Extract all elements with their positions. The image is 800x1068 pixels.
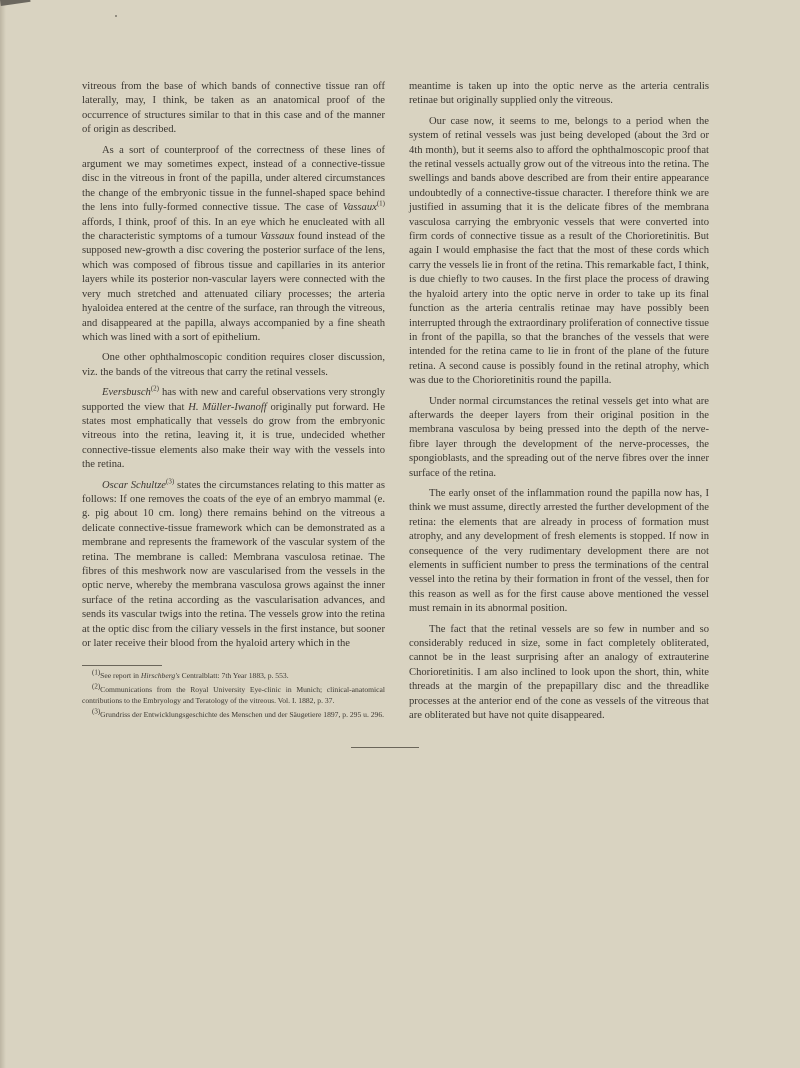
footnote-3-text: Grundriss der Entwicklungsgeschichte des Menschen und der Säugetiere 1897, p. 295 u. 296. [100, 710, 385, 720]
footnote-2-marker: (2) [92, 682, 101, 691]
footnote-1 [82, 670, 385, 681]
footnote-1-name: Hirschberg's [140, 671, 180, 681]
author-muller-iwanoff: H. Müller-Iwanoff [188, 401, 267, 413]
eversbusch-text: has with new and careful observations very strongly supported the view that [82, 387, 385, 413]
right-paragraph-5: The fact that the retinal vessels are so few in number and so considerably reduced in size, some in fact completely obliterated, cannot be in the least surprising after an analogy of extrauterine Chorioretinitis. I am also inclined to look upon the short, thin, white threads at the margin of the prepapillary disc and the threadlike processes at the anterior end of the cone as vessels of the vitreous that are obliterated but have not quite disappeared. [409, 623, 709, 722]
left-paragraph-1: vitreous from the base of which bands of connective tissue ran off laterally, may, I think, be taken as an anatomical proof of the occurrence of structures similar to that in this case and of the manner of origin as described. [82, 81, 385, 136]
vassaux-intro: The case of [284, 202, 343, 214]
left-paragraph-2-text: As a sort of counterproof of the correctness of these lines of argument we may sometimes expect, instead of a connective-tissue disc in the vitreous in front of the papilla, under altered circumstances the change of the embryonic tissue in the funnel-shaped space behind the lens into fully-formed connective tissue. [82, 144, 385, 214]
right-paragraph-4: The early onset of the inflammation round the papilla now has, I think we must assume, directly arrested the further development of the retina: the elements that are already in process of formation must atrophy, and any development of fresh elements is stopped. If now in consequence of the very rudimentary development there are not elements in sufficient number to press the terminations of the central vessel into the retina by their formation in front of the vessel, then for this reason as well as for the first cause above mentioned the vessel must remain in its abnormal position. [409, 487, 709, 615]
right-column [409, 80, 709, 729]
vassaux-text: affords, I think, proof of this. In an eye which he enucleated with all the characteristic symptoms of a tumour [82, 216, 385, 243]
end-rule [351, 747, 419, 748]
footnote-1-marker: (1) [92, 668, 101, 677]
corner-mark [0, 0, 31, 6]
footnote-ref-1: (1) [376, 199, 386, 208]
schultze-text: states the circumstances relating to this matter as follows: If one removes the coats of the eye of an embryo mammal (e. g. pig about 10 cm. long) there remains behind on the vitreous a delicate connective-tissue framework which can be demonstrated as a membrane and represents the framework of the vascular system of the retina. The membrane is called: Membrana vasculosa retinae. The fibres of this meshwork now are vascularised from the vessels in the optic nerve, whereby the membrana vasculosa grows against the inner surface of the retina according as the vascularisation advances, and sends its vascular twigs into the retina. The vessels grow into the retina at the optic disc from the ciliary vessels in the first instance, but sooner or later receive their blood from the hyaloid artery which in the [82, 479, 385, 650]
footnote-3 [82, 709, 385, 720]
left-column [82, 80, 385, 723]
author-schultze: Oscar Schultze [102, 479, 167, 491]
right-paragraph-3: Under normal circumstances the retinal vessels get into what are afterwards the deeper layers from their original position in the membrana vasculosa by being pressed into the depth of the nerve-fibre layer through the development of the nerve-processes, the spongioblasts, and the spreading out of the nerve fibres over the inner surface of the retina. [409, 395, 709, 479]
left-paragraph-3: One other ophthalmoscopic condition requires closer discussion, viz. the bands of the vitreous that carry the retinal vessels. [82, 352, 385, 378]
left-paragraph-5 [82, 479, 385, 652]
footnote-2 [82, 684, 385, 706]
page-speck [115, 15, 117, 17]
footnote-1-text: See report in [100, 671, 141, 681]
vassaux-text-2: found instead of the supposed new-growth a disc covering the posterior surface of the lens, which was composed of fibrous tissue and capillaries in its anterior layers while its posterior non-vascular layers were connected with the very much stretched and attenuated ciliary processes; the arteria hyaloidea entered at the centre of the surface, ran through the vitreous, and disappeared at the papilla, always accompanied by a fine sheath which was lined with a sort of epithelium. [82, 231, 385, 343]
right-paragraph-1: meantime is taken up into the optic nerve as the arteria centralis retinae but originally supplied only the vitreous. [409, 81, 709, 107]
right-paragraph-2: Our case now, it seems to me, belongs to a period when the system of retinal vessels was just being developed (about the 3rd or 4th month), but it seems also to afford the ophthalmoscopic proof that the retinal vessels actually grow out of the vitreous into the retina. The swellings and bands above described are from their entire appearance undoubtedly of a connective-tissue character. I therefore think we are justified in assuming that it is the delicate fibres of the membrana vasculosa carrying the embryonic vessels that were converted into firm cords of connective tissue as a result of the Chorioretinitis. But again I would emphasise the fact that the most of these cords which carry the vessels lie in front of the retina. This remarkable fact, I think, is due chiefly to two causes. In the first place the process of drawing the hyaloid artery into the optic nerve in order to take up its final function as the arteria centralis retinae may have possibly been interrupted through the extraordinary proliferation of connective tissue in front of the papilla, so that the branches of the vessels that were intended for the retina came to lie in front of the plane of the future retina. A second cause is possibly found in the retinal atrophy, which was due to the Chorioretinitis round the papilla. [409, 115, 709, 387]
footnotes [82, 670, 385, 720]
footnote-3-marker: (3) [92, 707, 101, 716]
footnote-rule [82, 665, 162, 666]
page-edge-shadow [0, 0, 6, 1068]
author-vassaux-2: Vassaux [260, 231, 295, 243]
footnote-ref-2: (2) [150, 384, 160, 393]
author-vassaux: Vassaux [342, 202, 377, 214]
author-eversbusch: Eversbusch [102, 387, 151, 399]
footnote-1-text-2: Centralblatt: 7th Year 1883, p. 553. [179, 671, 289, 681]
eversbusch-text-2: originally put forward. He states most emphatically that vessels do grow from the embryonic vitreous into the retina, leaving it, it is true, undecided whether connective-tissue elements also make their way with the vessels into the retina. [82, 401, 386, 471]
footnote-2-text: Communications from the Royal University Eye-clinic in Munich; clinical-anatomical contributions to the Embryology and Teratology of the vitreous. Vol. I. 1882, p. 37. [82, 685, 385, 706]
footnote-ref-3: (3) [166, 477, 175, 486]
left-paragraph-4 [82, 386, 385, 472]
left-paragraph-2 [82, 144, 385, 346]
